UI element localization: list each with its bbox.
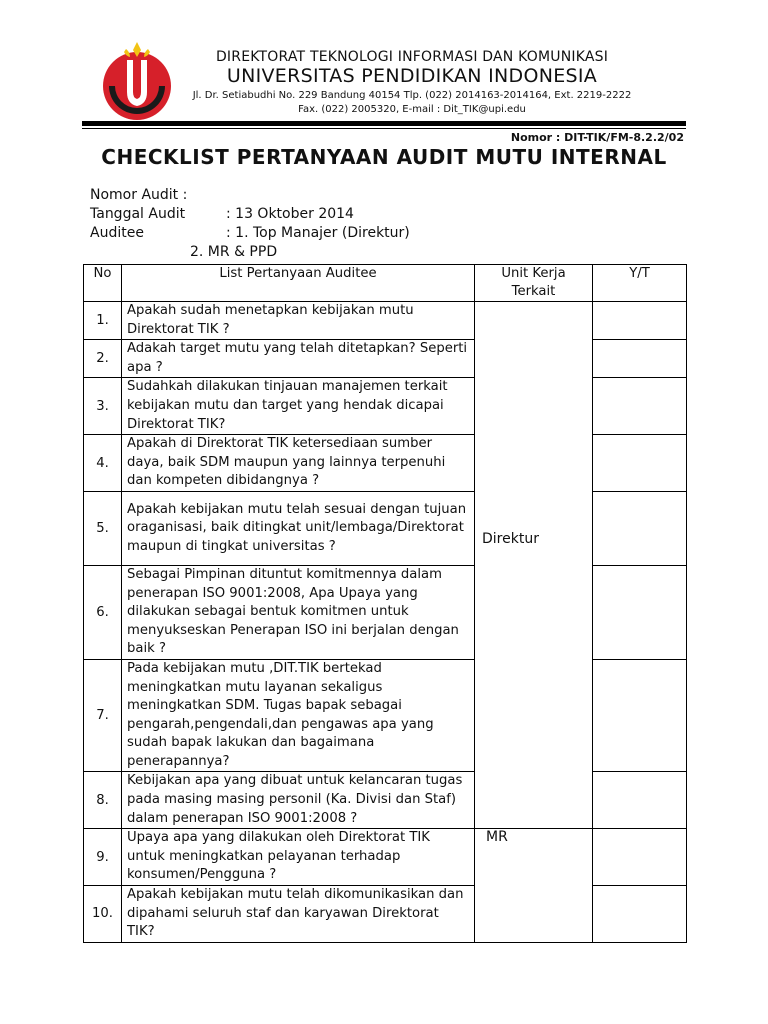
- question-text: Apakah kebijakan mutu telah dikomunikasikan dan dipahami seluruh staf dan karyawan Direktorat TIK?: [122, 886, 475, 943]
- table-row: [84, 886, 687, 943]
- yt-cell[interactable]: [593, 435, 687, 492]
- unit-mr-label: MR: [486, 829, 508, 846]
- unit-direktur-label: Direktur: [482, 531, 539, 547]
- table-row: [84, 378, 687, 435]
- document-number: Nomor : DIT-TIK/FM-8.2.2/02: [510, 131, 684, 144]
- question-text: Kebijakan apa yang dibuat untuk kelancaran tugas pada masing masing personil (Ka. Divisi dan Staf) dalam penerapan ISO 9001:2008 ?: [122, 772, 475, 829]
- unit-cell-mr: [475, 829, 593, 943]
- university-name: UNIVERSITAS PENDIDIKAN INDONESIA: [226, 65, 598, 87]
- table-row: [84, 435, 687, 492]
- yt-cell[interactable]: [593, 659, 687, 772]
- row-number: 4.: [84, 435, 122, 492]
- auditee-value-1: : 1. Top Manajer (Direktur): [226, 225, 410, 241]
- auditee-value-2: 2. MR & PPD: [190, 244, 278, 260]
- question-text: Apakah kebijakan mutu telah sesuai dengan tujuan oraganisasi, baik ditingkat unit/lembaga/Direktorat maupun di tingkat universitas ?: [122, 491, 475, 565]
- audit-checklist-table: [83, 264, 687, 943]
- tanggal-audit-value: : 13 Oktober 2014: [226, 206, 354, 222]
- auditee-label: Auditee: [90, 225, 144, 241]
- table-row: [84, 491, 687, 565]
- upi-logo: [100, 40, 174, 124]
- page-title: CHECKLIST PERTANYAAN AUDIT MUTU INTERNAL: [101, 145, 667, 169]
- directorate-name: DIREKTORAT TEKNOLOGI INFORMASI DAN KOMUNIKASI: [215, 49, 609, 65]
- header-divider-thin: [82, 128, 686, 129]
- header-yt: Y/T: [593, 265, 687, 302]
- yt-cell[interactable]: [593, 886, 687, 943]
- yt-cell[interactable]: [593, 772, 687, 829]
- table-row: [84, 659, 687, 772]
- row-number: 1.: [84, 302, 122, 340]
- yt-cell[interactable]: [593, 378, 687, 435]
- question-text: Adakah target mutu yang telah ditetapkan? Seperti apa ?: [122, 340, 475, 378]
- row-number: 7.: [84, 659, 122, 772]
- table-row: [84, 340, 687, 378]
- contact-line: Fax. (022) 2005320, E-mail : Dit_TIK@upi.edu: [298, 104, 526, 115]
- row-number: 2.: [84, 340, 122, 378]
- header-unit: Unit Kerja Terkait: [475, 265, 593, 302]
- row-number: 3.: [84, 378, 122, 435]
- table-row: [84, 772, 687, 829]
- question-text: Apakah sudah menetapkan kebijakan mutu Direktorat TIK ?: [122, 302, 475, 340]
- question-text: Sebagai Pimpinan dituntut komitmennya dalam penerapan ISO 9001:2008, Apa Upaya yang dilakukan sebagai bentuk komitmen untuk menyukseskan Penerapan ISO ini berjalan dengan baik ?: [122, 565, 475, 659]
- nomor-audit-label: Nomor Audit :: [90, 187, 188, 203]
- yt-cell[interactable]: [593, 491, 687, 565]
- row-number: 8.: [84, 772, 122, 829]
- table-row: [84, 829, 687, 886]
- yt-cell[interactable]: [593, 829, 687, 886]
- table-header-row: [84, 265, 687, 302]
- yt-cell[interactable]: [593, 340, 687, 378]
- table-row: [84, 565, 687, 659]
- tanggal-audit-label: Tanggal Audit: [90, 206, 186, 222]
- row-number: 10.: [84, 886, 122, 943]
- yt-cell[interactable]: [593, 565, 687, 659]
- question-text: Pada kebijakan mutu ,DIT.TIK bertekad meningkatkan mutu layanan sekaligus meningkatkan SDM. Tugas bapak sebagai pengarah,pengendali,dan pengawas apa yang sudah bapak lakukan dan bagaimana penerapannya?: [122, 659, 475, 772]
- yt-cell[interactable]: [593, 302, 687, 340]
- question-text: Apakah di Direktorat TIK ketersediaan sumber daya, baik SDM maupun yang lainnya terpenuhi dan kompeten dibidangnya ?: [122, 435, 475, 492]
- header-divider-thick: [82, 121, 686, 126]
- table-row: [84, 302, 687, 340]
- question-text: Upaya apa yang dilakukan oleh Direktorat TIK untuk meningkatkan pelayanan terhadap konsumen/Pengguna ?: [122, 829, 475, 886]
- question-text: Sudahkah dilakukan tinjauan manajemen terkait kebijakan mutu dan target yang hendak dicapai Direktorat TIK?: [122, 378, 475, 435]
- header-no: No: [84, 265, 122, 302]
- unit-cell-direktur: [475, 302, 593, 829]
- header-questions: List Pertanyaan Auditee: [122, 265, 475, 302]
- row-number: 5.: [84, 491, 122, 565]
- row-number: 6.: [84, 565, 122, 659]
- row-number: 9.: [84, 829, 122, 886]
- address-line: Jl. Dr. Setiabudhi No. 229 Bandung 40154 Tlp. (022) 2014163-2014164, Ext. 2219-2222: [192, 90, 632, 101]
